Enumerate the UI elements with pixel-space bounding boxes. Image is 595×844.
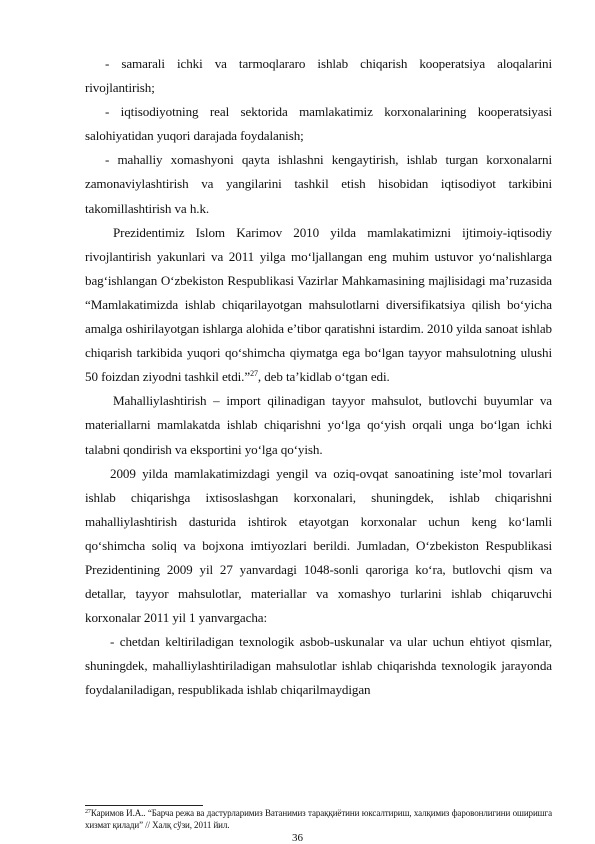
paragraph: [85, 221, 552, 390]
paragraph: Mahalliylashtirish – import qilinadigan tayyor mahsulot, butlovchi buyumlar va materiallarni mamlakatda ishlab chiqarishni yo‘lga qo‘yish orqali unga bo‘lgan ichki talabni qondirish va eksportini yo‘lga qo‘yish.: [85, 393, 552, 457]
paragraph-text: Prezidentimiz Islom Karimov 2010 yilda mamlakatimizni ijtimoiy-iqtisodiy rivojlantirish yakunlari va 2011 yilga mo‘ljallangan eng muhim ustuvor yo‘nalishlarga bag‘ishlangan O‘zbekiston Respublikasi Vazirlar Mahkamasining majlisidagi ma’ruzasida “Mamlakatimizda ishlab chiqarilayotgan mahsulotlarni diversifikatsiya qilish bo‘yicha amalga oshirilayotgan ishlarga alohida e’tibor qaratishni istardim. 2010 yilda sanoat ishlab chiqarish tarkibida yuqori qo‘shimcha qiymatga ega bo‘lgan tayyor mahsulotning ulushi 50 foizdan ziyodni tashkil etdi.”: [85, 224, 552, 385]
footnote-divider: [85, 805, 203, 806]
paragraph: 2009 yilda mamlakatimizdagi yengil va oziq-ovqat sanoatining iste’mol tovarlari ishlab chiqarishga ixtisoslashgan korxonalari, shuningdek, ishlab chiqarishni mahalliylashtirish dasturida ishtirok etayotgan korxonalar uchun keng ko‘lamli qo‘shimcha soliq va bojxona imtiyozlari berildi. Jumladan, O‘zbekiston Respublikasi Prezidentining 2009 yil 27 yanvardagi 1048-sonli qaroriga ko‘ra, butlovchi qism va detallar, tayyor mahsulotlar, materiallar va xomashyo turlarini ishlab chiqaruvchi korxonalar 2011 yil 1 yanvargacha:: [85, 465, 552, 626]
list-item: - chetdan keltiriladigan texnologik asbob-uskunalar va ular uchun ehtiyot qismlar, shuningdek, mahalliylashtiriladigan mahsulotlar ishlab chiqarishda texnologik jarayonda foydalaniladigan, respublikada ishlab chiqarilmaydigan: [85, 634, 552, 698]
footnote: [85, 807, 552, 831]
paragraph-text-end: , deb ta’kidlab o‘tgan edi.: [257, 369, 390, 385]
page-body: [85, 52, 552, 703]
footnote-number: 27: [85, 809, 91, 815]
list-item: - mahalliy xomashyoni qayta ishlashni kengaytirish, ishlab turgan korxonalarni zamonaviylashtirish va yangilarini tashkil etish hisobidan iqtisodiyot tarkibini takomillashtirish va h.k.: [85, 152, 552, 216]
list-item: - samarali ichki va tarmoqlararo ishlab chiqarish kooperatsiya aloqalarini rivojlantirish;: [85, 56, 552, 96]
list-item: - iqtisodiyotning real sektorida mamlakatimiz korxonalarining kooperatsiyasi salohiyatidan yuqori darajada foydalanish;: [85, 104, 552, 144]
footnote-text: Каримов И.А.. “Барча режа ва дастурларимиз Ватанимиз тараққиётини юксалтириш, халқимиз фаровонлигини оширишга хизмат қилади” // Халқ сўзи, 2011 йил.: [85, 808, 552, 830]
footnote-ref: 27: [250, 369, 258, 379]
page-number: 36: [292, 832, 303, 844]
